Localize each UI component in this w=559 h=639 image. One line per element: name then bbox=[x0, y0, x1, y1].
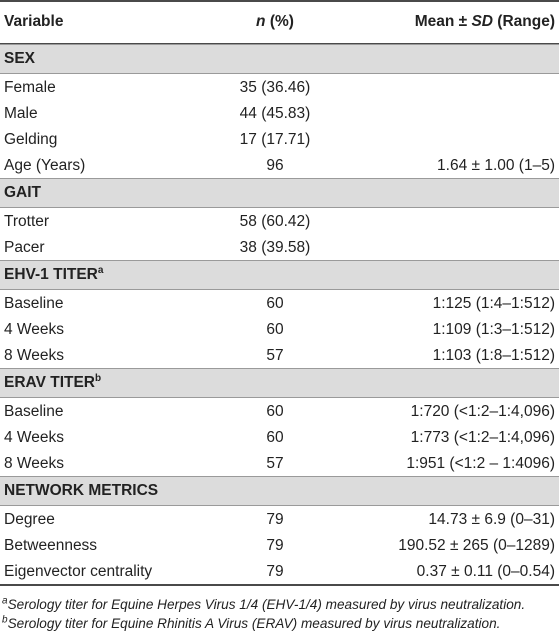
cell-n: 17 (17.71) bbox=[239, 131, 311, 148]
header-mean-sd: SD bbox=[471, 13, 493, 30]
table-row bbox=[0, 398, 559, 424]
cell-variable: Gelding bbox=[4, 131, 58, 148]
cell-variable: 4 Weeks bbox=[4, 321, 65, 338]
cell-n: 79 bbox=[266, 511, 284, 528]
section-header-ehv1-titer bbox=[0, 260, 559, 290]
section-title-text: NETWORK METRICS bbox=[4, 482, 159, 499]
cell-mean: 1:103 (1:8–1:512) bbox=[432, 347, 555, 364]
table-row bbox=[0, 74, 559, 100]
cell-mean: 1:720 (<1:2–1:4,096) bbox=[410, 403, 555, 420]
table-row bbox=[0, 290, 559, 316]
cell-variable: Trotter bbox=[4, 213, 50, 230]
table-row bbox=[0, 450, 559, 476]
section-title bbox=[4, 184, 41, 202]
section-title bbox=[4, 266, 103, 284]
cell-mean: 1:773 (<1:2–1:4,096) bbox=[410, 429, 555, 446]
footnote-marker: b bbox=[95, 372, 102, 384]
section-title-text: EHV-1 TITER bbox=[4, 266, 98, 283]
section-title-text: SEX bbox=[4, 50, 36, 67]
header-n-suffix: (%) bbox=[265, 13, 294, 30]
cell-mean: 1.64 ± 1.00 (1–5) bbox=[437, 157, 555, 174]
footnote-mark: a bbox=[2, 595, 8, 607]
cell-mean: 190.52 ± 265 (0–1289) bbox=[398, 537, 555, 554]
header-n-percent bbox=[200, 13, 350, 31]
footnotes bbox=[0, 586, 559, 633]
cell-variable: Betweenness bbox=[4, 537, 98, 554]
section-title bbox=[4, 482, 158, 500]
cell-variable: Eigenvector centrality bbox=[4, 563, 153, 580]
cell-variable: Age (Years) bbox=[4, 157, 86, 174]
section-header-network-metrics bbox=[0, 476, 559, 506]
cell-mean: 1:951 (<1:2 – 1:4096) bbox=[406, 455, 555, 472]
footnote-text: Serology titer for Equine Rhinitis A Virus (ERAV) measured by virus neutralization. bbox=[7, 616, 501, 631]
section-title-text: GAIT bbox=[4, 184, 42, 201]
cell-variable: Baseline bbox=[4, 295, 64, 312]
cell-n: 60 bbox=[266, 403, 284, 420]
table-row bbox=[0, 208, 559, 234]
cell-n: 60 bbox=[266, 295, 284, 312]
footnote-b bbox=[2, 614, 559, 633]
cell-n: 58 (60.42) bbox=[239, 213, 311, 230]
header-variable: Variable bbox=[4, 13, 64, 30]
cell-n: 44 (45.83) bbox=[239, 105, 311, 122]
cell-n: 38 (39.58) bbox=[239, 239, 311, 256]
footnote-mark: b bbox=[2, 614, 8, 626]
cell-mean: 1:125 (1:4–1:512) bbox=[432, 295, 555, 312]
cell-n: 57 bbox=[266, 347, 284, 364]
section-title bbox=[4, 50, 35, 68]
footnote-text: Serology titer for Equine Herpes Virus 1/4 (EHV-1/4) measured by virus neutralization. bbox=[7, 597, 526, 612]
footnote-marker: a bbox=[97, 264, 104, 276]
section-header-gait bbox=[0, 178, 559, 208]
section-title-text: ERAV TITER bbox=[4, 374, 95, 391]
table-row bbox=[0, 234, 559, 260]
footnote-a bbox=[2, 595, 559, 614]
table-row bbox=[0, 424, 559, 450]
header-mean-suffix: (Range) bbox=[493, 13, 555, 30]
header-n-letter: n bbox=[256, 13, 266, 30]
cell-n: 35 (36.46) bbox=[239, 79, 311, 96]
table-row bbox=[0, 506, 559, 532]
section-header-sex bbox=[0, 44, 559, 74]
header-mean-prefix: Mean ± bbox=[414, 13, 472, 30]
cell-variable: 8 Weeks bbox=[4, 455, 65, 472]
cell-n: 57 bbox=[266, 455, 284, 472]
header-mean bbox=[415, 13, 555, 31]
cell-variable: Degree bbox=[4, 511, 55, 528]
section-title bbox=[4, 374, 101, 392]
cell-variable: Female bbox=[4, 79, 56, 96]
cell-n: 79 bbox=[266, 537, 284, 554]
table-header bbox=[0, 0, 559, 44]
table-row bbox=[0, 532, 559, 558]
table-row bbox=[0, 558, 559, 584]
table-row bbox=[0, 342, 559, 368]
cell-variable: 8 Weeks bbox=[4, 347, 65, 364]
cell-n: 60 bbox=[266, 429, 284, 446]
section-header-erav-titer bbox=[0, 368, 559, 398]
cell-n: 79 bbox=[266, 563, 284, 580]
table-row bbox=[0, 100, 559, 126]
cell-n: 96 bbox=[266, 157, 284, 174]
table-row bbox=[0, 152, 559, 178]
cell-variable: Pacer bbox=[4, 239, 45, 256]
cell-mean: 14.73 ± 6.9 (0–31) bbox=[428, 511, 555, 528]
cell-variable: 4 Weeks bbox=[4, 429, 65, 446]
cell-variable: Male bbox=[4, 105, 38, 122]
table-row bbox=[0, 316, 559, 342]
cell-variable: Baseline bbox=[4, 403, 64, 420]
table-row bbox=[0, 126, 559, 152]
cell-mean: 0.37 ± 0.11 (0–0.54) bbox=[416, 563, 555, 580]
cell-mean: 1:109 (1:3–1:512) bbox=[432, 321, 555, 338]
cell-n: 60 bbox=[266, 321, 284, 338]
